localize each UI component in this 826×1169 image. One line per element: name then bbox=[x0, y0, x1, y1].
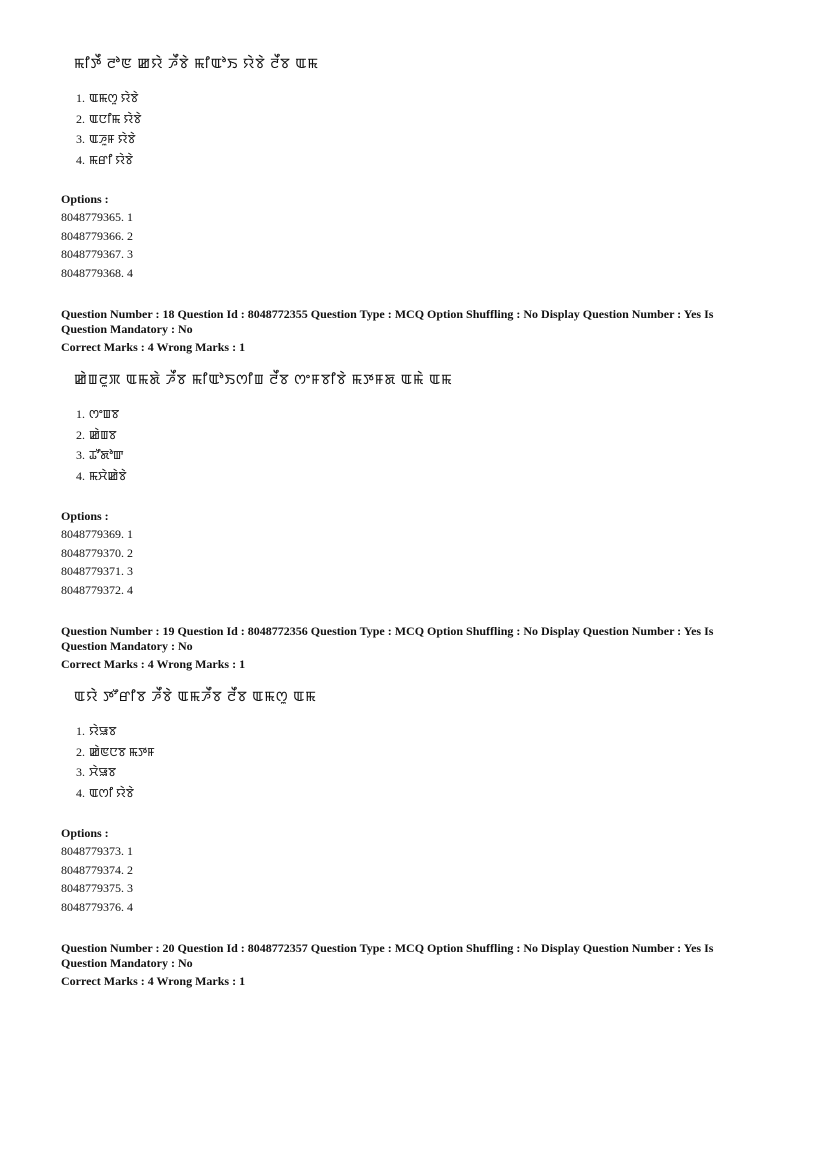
question-17-text: ꯃꯤꯇꯩ ꯂꯣꯟ ꯀꯌꯥ ꯍꯩꯕꯥ ꯃꯤꯑꯣꯏ ꯌꯥꯕꯥ ꯂꯩꯕ ꯑꯃ bbox=[74, 57, 319, 72]
choice-number: 1. bbox=[76, 407, 85, 421]
choice-text: ꯀꯥꯟꯅꯕ ꯃꯇꯝ bbox=[89, 744, 155, 759]
question-18-choices bbox=[76, 404, 127, 486]
choice-text: ꯆꯥꯎꯕ bbox=[89, 765, 117, 779]
choice-item bbox=[76, 109, 141, 130]
option-id-row: 8048779374. 2 bbox=[61, 862, 133, 877]
choice-item bbox=[76, 129, 141, 150]
choice-text: ꯀꯥꯡꯕ bbox=[89, 427, 117, 442]
choice-item bbox=[76, 742, 155, 763]
options-heading: Options : bbox=[61, 192, 109, 206]
choice-item bbox=[76, 466, 127, 487]
choice-item bbox=[76, 88, 141, 109]
choice-item bbox=[76, 445, 127, 466]
question-mandatory: Question Mandatory : No bbox=[61, 639, 193, 653]
choice-text: ꯑꯃꯁꯨ ꯌꯥꯕꯥ bbox=[89, 91, 139, 105]
choice-item bbox=[76, 150, 141, 171]
option-id-row: 8048779370. 2 bbox=[61, 545, 133, 560]
question-17-choices bbox=[76, 88, 141, 170]
option-id-row: 8048779367. 3 bbox=[61, 247, 133, 261]
question-18-options bbox=[61, 507, 761, 599]
choice-text: ꯃꯆꯥꯀꯥꯕꯥ bbox=[89, 468, 127, 483]
question-18-header bbox=[61, 307, 761, 356]
options-heading: Options : bbox=[61, 826, 109, 840]
choice-text: ꯑꯍꯨꯝ ꯌꯥꯕꯥ bbox=[89, 132, 136, 146]
choice-item bbox=[76, 762, 155, 783]
choice-text: ꯁꯦꯡꯕ bbox=[89, 407, 120, 421]
option-id-row: 8048779365. 1 bbox=[61, 210, 133, 224]
question-19-header bbox=[61, 624, 761, 673]
question-19-choices bbox=[76, 721, 155, 803]
option-id-row: 8048779372. 4 bbox=[61, 582, 133, 597]
question-meta: Question Number : 20 Question Id : 8048772357 Question Type : MCQ Option Shuffling : No Display Question Number : Yes Is bbox=[61, 941, 714, 955]
option-id-row: 8048779373. 1 bbox=[61, 844, 133, 858]
choice-number: 2. bbox=[76, 744, 85, 759]
choice-number: 4. bbox=[76, 785, 85, 800]
question-marks: Correct Marks : 4 Wrong Marks : 1 bbox=[61, 340, 246, 354]
option-id-row: 8048779376. 4 bbox=[61, 899, 133, 914]
choice-item bbox=[76, 783, 155, 804]
choice-number: 4. bbox=[76, 468, 85, 483]
choice-text: ꯊꯧꯗꯣꯛ bbox=[89, 448, 124, 462]
question-18-text: ꯀꯥꯡꯂꯨꯞ ꯑꯃꯗꯥ ꯍꯩꯕ ꯃꯤꯑꯣꯏꯁꯤꯡ ꯂꯩꯕ ꯁꯦꯝꯕꯤꯕꯥ ꯃꯇꯝꯗ ꯑꯃꯥ ꯑꯃ bbox=[74, 373, 453, 388]
choice-number: 1. bbox=[76, 724, 85, 738]
choice-number: 3. bbox=[76, 448, 85, 462]
option-id-row: 8048779371. 3 bbox=[61, 564, 133, 578]
choice-number: 3. bbox=[76, 132, 85, 146]
question-mandatory: Question Mandatory : No bbox=[61, 956, 193, 970]
question-marks: Correct Marks : 4 Wrong Marks : 1 bbox=[61, 974, 246, 988]
option-id-row: 8048779369. 1 bbox=[61, 527, 133, 541]
option-id-row: 8048779368. 4 bbox=[61, 265, 133, 280]
choice-text: ꯌꯥꯎꯕ bbox=[89, 724, 117, 738]
choice-text: ꯃꯔꯤ ꯌꯥꯕꯥ bbox=[89, 152, 134, 167]
choice-text: ꯑꯅꯤꯃ ꯌꯥꯕꯥ bbox=[89, 111, 142, 126]
choice-number: 2. bbox=[76, 111, 85, 126]
question-19-text: ꯑꯌꯥ ꯇꯧꯔꯤꯕ ꯍꯩꯕꯥ ꯑꯃꯍꯩꯕ ꯂꯩꯕ ꯑꯃꯁꯨ ꯑꯃ bbox=[74, 690, 317, 705]
question-mandatory: Question Mandatory : No bbox=[61, 322, 193, 336]
question-meta: Question Number : 18 Question Id : 8048772355 Question Type : MCQ Option Shuffling : No Display Question Number : Yes Is bbox=[61, 307, 714, 321]
choice-item bbox=[76, 425, 127, 446]
question-marks: Correct Marks : 4 Wrong Marks : 1 bbox=[61, 657, 246, 671]
choice-text: ꯑꯁꯤ ꯌꯥꯕꯥ bbox=[89, 785, 134, 800]
choice-number: 1. bbox=[76, 91, 85, 105]
question-20-header bbox=[61, 941, 761, 990]
choice-number: 4. bbox=[76, 152, 85, 167]
options-heading: Options : bbox=[61, 509, 109, 523]
question-meta: Question Number : 19 Question Id : 8048772356 Question Type : MCQ Option Shuffling : No Display Question Number : Yes Is bbox=[61, 624, 714, 638]
option-id-row: 8048779366. 2 bbox=[61, 228, 133, 243]
option-id-row: 8048779375. 3 bbox=[61, 881, 133, 895]
choice-number: 2. bbox=[76, 427, 85, 442]
choice-item bbox=[76, 404, 127, 425]
choice-item bbox=[76, 721, 155, 742]
question-19-options bbox=[61, 824, 761, 916]
choice-number: 3. bbox=[76, 765, 85, 779]
question-17-options bbox=[61, 190, 761, 282]
